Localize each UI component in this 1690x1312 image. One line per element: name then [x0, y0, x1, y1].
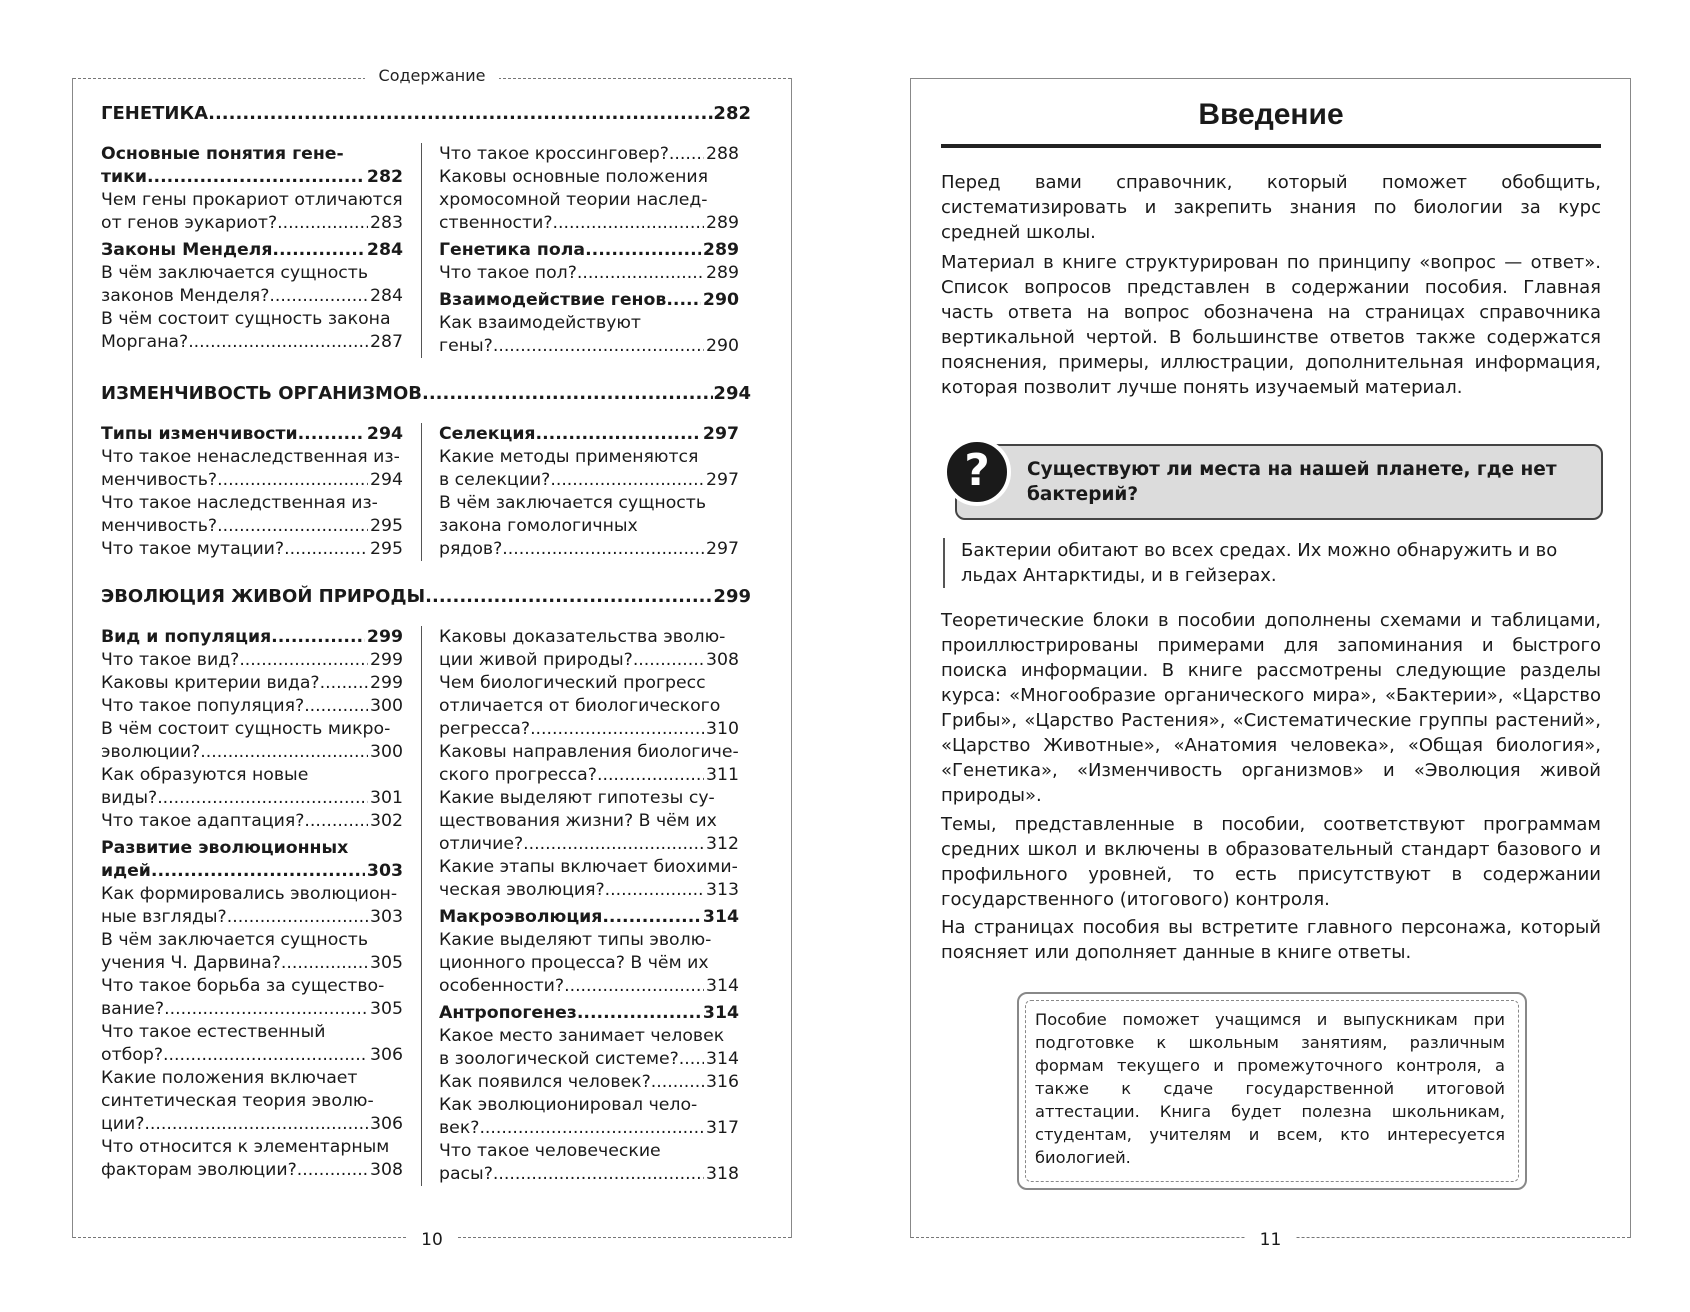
- toc-entry-row: [439, 764, 739, 787]
- toc-column-left: [101, 143, 417, 358]
- intro-paragraph-3: Теоретические блоки в пособии дополнены схемами и таблицами, проиллюстрированы примерами для запоминания и быстрого поиска информации. В книге рассмотрены следующие разделы курса: «Многообразие органического мира», «Бактерии», «Царство Грибы», «Царство Растения», «Систематические группы растений», «Царство Животные», «Анатомия человека», «Общая биология», «Генетика», «Изменчивость организмов» и «Эволюция живой природы».: [941, 610, 1601, 806]
- dot-leader: [666, 289, 701, 312]
- dot-leader: [284, 538, 368, 561]
- toc-entry-row: [101, 166, 403, 189]
- toc-page-number: 289: [706, 213, 739, 233]
- toc-entry-line: Что такое наследственная из-: [101, 493, 378, 513]
- toc-page-number: 283: [370, 213, 403, 233]
- toc-entry-line: Что такое естественный: [101, 1022, 326, 1042]
- toc-question[interactable]: [439, 1094, 739, 1140]
- dot-leader: [553, 212, 704, 235]
- page-number-left: 10: [73, 1230, 791, 1250]
- intro-paragraph-2: Материал в книге структурирован по принципу «вопрос — ответ». Список вопросов представлен в содержании пособия. Главная часть ответа на вопрос обозначена на страницах справочника вертикальной чертой. В большинстве ответов также содержатся пояснения, примеры, иллюстрации, дополнительная информация, которая позволит лучше понять изучаемый материал.: [941, 252, 1601, 398]
- toc-entry-line: Как образуются новые: [101, 765, 309, 785]
- toc-page-number: 289: [702, 240, 739, 260]
- toc-column-right: [421, 626, 739, 1186]
- toc-question[interactable]: [439, 672, 739, 741]
- toc-question[interactable]: [101, 764, 403, 810]
- dot-leader: [577, 262, 704, 285]
- toc-question[interactable]: [439, 741, 739, 787]
- toc-page-number: 284: [366, 240, 403, 260]
- dot-leader: [304, 810, 368, 833]
- toc-column-right: [421, 423, 739, 561]
- toc-question[interactable]: [101, 308, 403, 354]
- toc-entry-line: В чём заключается сущность: [101, 263, 369, 283]
- toc-entry-text: Вид и популяция: [101, 627, 272, 647]
- toc-columns: [101, 143, 751, 358]
- toc-question[interactable]: [101, 446, 403, 492]
- dot-leader: [151, 860, 365, 883]
- toc-question[interactable]: [101, 262, 403, 308]
- intro-page: [910, 78, 1631, 1250]
- dot-leader: [523, 833, 704, 856]
- dot-leader: [272, 239, 365, 262]
- dot-leader: [304, 695, 368, 718]
- toc-entry-text: Моргана?: [101, 332, 189, 352]
- toc-question[interactable]: [439, 262, 739, 285]
- dot-leader: [208, 102, 713, 125]
- toc-entry-row: [439, 212, 739, 235]
- intro-paragraph-4: Темы, представленные в пособии, соответствуют программам средних школ и включены в образовательный стандарт базового и профильного уровней, то есть присутствуют в содержании государственного (итогового) контроля.: [941, 814, 1601, 910]
- toc-entry-text: факторам эволюции?: [101, 1160, 297, 1180]
- toc-entry-row: [101, 952, 403, 975]
- toc-entry-text: ческая эволюция?: [439, 880, 605, 900]
- toc-entry-line: Как формировались эволюцион-: [101, 884, 398, 904]
- dot-leader: [269, 285, 368, 308]
- dot-leader: [227, 906, 368, 929]
- toc-question[interactable]: [101, 492, 403, 538]
- toc-entry-row: [101, 331, 403, 354]
- toc-entry-line: Каковы основные положения: [439, 167, 709, 187]
- toc-page-number: 313: [706, 880, 739, 900]
- toc-entry-row: [439, 239, 739, 262]
- toc-entry-line: Как взаимодействуют: [439, 313, 641, 333]
- toc-page-number: 312: [706, 834, 739, 854]
- toc-entry-text: Как появился человек?: [439, 1072, 651, 1092]
- question-mark-icon: ?: [943, 438, 1011, 506]
- toc-question[interactable]: [439, 856, 739, 902]
- toc-entry-row: [439, 1048, 739, 1071]
- toc-page-number: 317: [706, 1118, 739, 1138]
- toc-entry-row: [439, 143, 739, 166]
- toc-page-number: 314: [706, 1049, 739, 1069]
- toc-entry-row: [439, 906, 739, 929]
- dot-leader: [597, 764, 704, 787]
- toc-question[interactable]: [101, 1067, 403, 1136]
- toc-entry-text: Генетика пола: [439, 240, 586, 260]
- dot-leader: [422, 382, 713, 405]
- toc-entry-line: В чём состоит сущность закона: [101, 309, 391, 329]
- dot-leader: [147, 166, 365, 189]
- toc-page-number: 305: [370, 953, 403, 973]
- toc-entry-row: [439, 335, 739, 358]
- toc-entry-line: В чём заключается сущность: [439, 493, 707, 513]
- title-underline: [941, 144, 1601, 148]
- header-rule: [911, 78, 1630, 79]
- dot-leader: [144, 1113, 368, 1136]
- dot-leader: [157, 787, 368, 810]
- dot-leader: [669, 143, 704, 166]
- toc-subsection[interactable]: [101, 239, 403, 262]
- dot-leader: [530, 718, 704, 741]
- toc-subsection[interactable]: [439, 906, 739, 929]
- toc-entry-text: Что такое пол?: [439, 263, 577, 283]
- toc-page-number: 302: [370, 811, 403, 831]
- toc-entry-line: Каковы доказательства эволю-: [439, 627, 726, 647]
- toc-page-number: 299: [370, 673, 403, 693]
- toc-page-number: 300: [370, 742, 403, 762]
- toc-entry-row: [439, 289, 739, 312]
- toc-question[interactable]: [101, 883, 403, 929]
- toc-entry-text: особенности?: [439, 976, 565, 996]
- toc-question[interactable]: [439, 492, 739, 561]
- toc-entry-text: учения Ч. Дарвина?: [101, 953, 281, 973]
- toc-entry-text: рядов?: [439, 539, 503, 559]
- toc-section-title: [101, 382, 751, 405]
- toc-entry-line: Какие методы применяются: [439, 447, 699, 467]
- toc-entry-text: Что такое адаптация?: [101, 811, 305, 831]
- toc-entry-text: расы?: [439, 1164, 493, 1184]
- toc-page-number: 294: [366, 424, 403, 444]
- toc-page-number: 303: [366, 861, 403, 881]
- toc-subsection[interactable]: [101, 143, 403, 189]
- toc-page-number: 297: [706, 470, 739, 490]
- toc-page-number: 294: [370, 470, 403, 490]
- toc-entry-line: ционного процесса? В чём их: [439, 953, 709, 973]
- toc-subsection[interactable]: [101, 626, 403, 649]
- toc-entry-text: виды?: [101, 788, 158, 808]
- toc-entry-row: [439, 718, 739, 741]
- toc-entry-row: [101, 860, 403, 883]
- toc-page-number: 290: [702, 290, 739, 310]
- toc-entry-row: [439, 469, 739, 492]
- section-page-number: 299: [713, 586, 751, 607]
- question-text: Существуют ли места на нашей планете, где нет бактерий?: [1027, 459, 1557, 505]
- toc-page-number: 308: [370, 1160, 403, 1180]
- toc-entry-text: Типы изменчивости: [101, 424, 298, 444]
- toc-entry-line: Что такое борьба за существо-: [101, 976, 385, 996]
- dot-leader: [425, 585, 713, 608]
- toc-page-number: 306: [370, 1114, 403, 1134]
- dot-leader: [164, 998, 368, 1021]
- dot-leader: [493, 335, 704, 358]
- dot-leader: [297, 1159, 368, 1182]
- toc-entry-text: Что такое кроссинговер?: [439, 144, 669, 164]
- toc-entry-text: эволюции?: [101, 742, 201, 762]
- toc-entry-text: ции?: [101, 1114, 145, 1134]
- toc-entry-text: век?: [439, 1118, 480, 1138]
- toc-question[interactable]: [439, 1025, 739, 1071]
- toc-column-left: [101, 423, 417, 561]
- dot-leader: [605, 879, 704, 902]
- toc-question[interactable]: [101, 1021, 403, 1067]
- toc-question[interactable]: [439, 143, 739, 166]
- toc-entry-text: Что такое популяция?: [101, 696, 305, 716]
- toc-entry-text: в селекции?: [439, 470, 551, 490]
- page-title: Введение: [1198, 98, 1344, 131]
- toc-columns: [101, 626, 751, 1186]
- page-number-right: 11: [911, 1230, 1630, 1250]
- toc-entry-row: [101, 626, 403, 649]
- toc-question[interactable]: [439, 312, 739, 358]
- toc-entry-line: синтетическая теория эволю-: [101, 1091, 374, 1111]
- toc-subsection[interactable]: [439, 289, 739, 312]
- toc-entry-row: [101, 423, 403, 446]
- toc-question[interactable]: [439, 1071, 739, 1094]
- toc-entry-row: [439, 538, 739, 561]
- toc-entry-line: ществования жизни? В чём их: [439, 811, 717, 831]
- dot-leader: [271, 626, 365, 649]
- toc-entry-text: в зоологической системе?: [439, 1049, 679, 1069]
- dot-leader: [585, 239, 701, 262]
- toc-entry-row: [439, 649, 739, 672]
- toc-entry-text: Что такое вид?: [101, 650, 240, 670]
- dot-leader: [188, 331, 368, 354]
- toc-subsection[interactable]: [101, 837, 403, 883]
- toc-page: [72, 66, 792, 1250]
- toc-entry-row: [101, 1113, 403, 1136]
- toc-page-number: 310: [706, 719, 739, 739]
- toc-subsection[interactable]: [439, 423, 739, 446]
- toc-question[interactable]: [101, 718, 403, 764]
- toc-entry-row: [101, 672, 403, 695]
- dot-leader: [217, 469, 368, 492]
- toc-entry-line: Какие выделяют типы эволю-: [439, 930, 712, 950]
- toc-question[interactable]: [439, 787, 739, 856]
- toc-page-number: 288: [706, 144, 739, 164]
- toc-entry-row: [101, 212, 403, 235]
- toc-entry-line: Как эволюционировал чело-: [439, 1095, 698, 1115]
- toc-entry-line: В чём заключается сущность: [101, 930, 369, 950]
- toc-entry-text: тики: [101, 167, 147, 187]
- dot-leader: [651, 1071, 704, 1094]
- toc-entry-row: [101, 741, 403, 764]
- toc-entry-line: Какие этапы включает биохими-: [439, 857, 738, 877]
- toc-section-title: [101, 585, 751, 608]
- toc-entry-row: [101, 469, 403, 492]
- toc-question[interactable]: [439, 446, 739, 492]
- section-title-text: ИЗМЕНЧИВОСТЬ ОРГАНИЗМОВ: [101, 383, 422, 404]
- table-of-contents: [101, 100, 751, 1186]
- toc-entry-text: Селекция: [439, 424, 536, 444]
- note-text: Пособие поможет учащимся и выпускникам при подготовке к школьным занятиям, различным формам текущего и промежуточного контроля, а также к сдаче государственной итоговой аттестации. Книга будет полезна школьникам, студентам, учителям и всем, кто интересуется биологией.: [1035, 1010, 1505, 1167]
- toc-page-number: 297: [702, 424, 739, 444]
- toc-entry-text: Законы Менделя: [101, 240, 273, 260]
- toc-entry-text: Что такое мутации?: [101, 539, 285, 559]
- dot-leader: [239, 649, 368, 672]
- toc-page-number: 287: [370, 332, 403, 352]
- toc-subsection[interactable]: [101, 423, 403, 446]
- toc-page-number: 282: [366, 167, 403, 187]
- toc-entry-text: менчивость?: [101, 470, 218, 490]
- toc-page-number: 308: [706, 650, 739, 670]
- toc-page-number: 300: [370, 696, 403, 716]
- toc-question[interactable]: [439, 1140, 739, 1186]
- dot-leader: [679, 1048, 704, 1071]
- toc-question[interactable]: [101, 975, 403, 1021]
- dot-leader: [277, 212, 368, 235]
- toc-entry-line: В чём состоит сущность микро-: [101, 719, 391, 739]
- toc-question[interactable]: [101, 695, 403, 718]
- toc-entry-line: закона гомологичных: [439, 516, 638, 536]
- toc-question[interactable]: [101, 672, 403, 695]
- question-box: [955, 444, 1603, 520]
- toc-page-number: 306: [370, 1045, 403, 1065]
- toc-question[interactable]: [101, 649, 403, 672]
- toc-entry-row: [439, 1002, 739, 1025]
- toc-entry-line: отличается от биологического: [439, 696, 721, 716]
- dot-leader: [550, 469, 704, 492]
- intro-paragraph-1: Перед вами справочник, который поможет обобщить, систематизировать и закрепить знания по биологии за курс средней школы.: [941, 172, 1601, 243]
- toc-entry-row: [101, 515, 403, 538]
- toc-entry-row: [101, 695, 403, 718]
- toc-page-number: 290: [706, 336, 739, 356]
- toc-entry-row: [101, 906, 403, 929]
- toc-page-number: 301: [370, 788, 403, 808]
- dot-leader: [633, 649, 704, 672]
- toc-column-left: [101, 626, 417, 1186]
- toc-entry-row: [439, 975, 739, 998]
- toc-page-number: 311: [706, 765, 739, 785]
- toc-question[interactable]: [101, 929, 403, 975]
- toc-page-number: 314: [702, 1003, 739, 1023]
- section-page-number: 282: [713, 103, 751, 124]
- toc-entry-row: [439, 1163, 739, 1186]
- toc-entry-line: хромосомной теории наслед-: [439, 190, 708, 210]
- toc-entry-row: [439, 879, 739, 902]
- toc-columns: [101, 423, 751, 561]
- toc-entry-row: [101, 1044, 403, 1067]
- toc-entry-line: Каковы направления биологиче-: [439, 742, 739, 762]
- toc-page-number: 295: [370, 516, 403, 536]
- toc-page-number: 299: [370, 650, 403, 670]
- toc-page-number: 314: [706, 976, 739, 996]
- toc-entry-text: ции живой природы?: [439, 650, 633, 670]
- toc-entry-text: Антропогенез: [439, 1003, 577, 1023]
- toc-entry-text: отбор?: [101, 1045, 164, 1065]
- toc-entry-line: Чем гены прокариот отличаются: [101, 190, 403, 210]
- intro-paragraph-5: На страницах пособия вы встретите главного персонажа, который поясняет или дополняет данные в книге ответы.: [941, 917, 1601, 963]
- toc-entry-text: Каковы критерии вида?: [101, 673, 320, 693]
- toc-page-number: 305: [370, 999, 403, 1019]
- toc-question[interactable]: [101, 1136, 403, 1182]
- toc-question[interactable]: [439, 626, 739, 672]
- dot-leader: [298, 423, 365, 446]
- running-head: Содержание: [73, 66, 791, 85]
- toc-subsection[interactable]: [439, 1002, 739, 1025]
- section-page-number: 294: [713, 383, 751, 404]
- dot-leader: [163, 1044, 368, 1067]
- dot-leader: [200, 741, 368, 764]
- toc-entry-row: [439, 833, 739, 856]
- dot-leader: [217, 515, 368, 538]
- toc-entry-line: Что такое человеческие: [439, 1141, 661, 1161]
- toc-entry-row: [101, 538, 403, 561]
- toc-question[interactable]: [101, 810, 403, 833]
- toc-entry-line: Какое место занимает человек: [439, 1026, 725, 1046]
- dot-leader: [564, 975, 704, 998]
- toc-page-number: 316: [706, 1072, 739, 1092]
- toc-question[interactable]: [439, 929, 739, 998]
- toc-entry-text: ского прогресса?: [439, 765, 597, 785]
- toc-page-number: 303: [370, 907, 403, 927]
- toc-entry-row: [439, 1117, 739, 1140]
- toc-page-number: 289: [706, 263, 739, 283]
- toc-entry-line: Какие положения включает: [101, 1068, 358, 1088]
- dot-leader: [502, 538, 704, 561]
- section-title-text: ЭВОЛЮЦИЯ ЖИВОЙ ПРИРОДЫ: [101, 586, 426, 607]
- toc-entry-line: Развитие эволюционных: [101, 838, 349, 858]
- dot-leader: [281, 952, 368, 975]
- toc-entry-text: регресса?: [439, 719, 531, 739]
- toc-entry-text: законов Менделя?: [101, 286, 270, 306]
- note-box: [1017, 992, 1527, 1190]
- dot-leader: [493, 1163, 704, 1186]
- toc-section-title: [101, 102, 751, 125]
- toc-question[interactable]: [439, 166, 739, 235]
- toc-entry-row: [439, 262, 739, 285]
- toc-entry-text: ственности?: [439, 213, 553, 233]
- toc-entry-text: отличие?: [439, 834, 524, 854]
- toc-entry-row: [101, 810, 403, 833]
- toc-entry-line: Что такое ненаследственная из-: [101, 447, 400, 467]
- toc-entry-line: Что относится к элементарным: [101, 1137, 390, 1157]
- toc-entry-row: [101, 1159, 403, 1182]
- toc-entry-text: менчивость?: [101, 516, 218, 536]
- section-title-text: ГЕНЕТИКА: [101, 103, 209, 124]
- toc-entry-text: ные взгляды?: [101, 907, 227, 927]
- toc-entry-text: вание?: [101, 999, 165, 1019]
- toc-entry-text: идей: [101, 861, 151, 881]
- toc-entry-line: Основные понятия гене-: [101, 144, 344, 164]
- toc-entry-row: [101, 285, 403, 308]
- toc-page-number: 297: [706, 539, 739, 559]
- toc-entry-line: Какие выделяют гипотезы су-: [439, 788, 715, 808]
- toc-page-number: 314: [702, 907, 739, 927]
- toc-entry-row: [439, 1071, 739, 1094]
- toc-subsection[interactable]: [439, 239, 739, 262]
- toc-entry-text: гены?: [439, 336, 493, 356]
- toc-column-right: [421, 143, 739, 358]
- toc-entry-row: [101, 787, 403, 810]
- toc-page-number: 295: [370, 539, 403, 559]
- toc-entry-row: [439, 423, 739, 446]
- dot-leader: [577, 1002, 701, 1025]
- answer-text: Бактерии обитают во всех средах. Их можно обнаружить и во льдах Антарктиды, и в гейзерах.: [943, 538, 1601, 588]
- toc-page-number: 284: [370, 286, 403, 306]
- toc-entry-row: [101, 649, 403, 672]
- toc-entry-text: от генов эукариот?: [101, 213, 278, 233]
- toc-entry-row: [101, 998, 403, 1021]
- toc-page-number: 299: [366, 627, 403, 647]
- toc-entry-text: Макроэволюция: [439, 907, 603, 927]
- toc-question[interactable]: [101, 538, 403, 561]
- dot-leader: [320, 672, 368, 695]
- dot-leader: [602, 906, 701, 929]
- toc-page-number: 318: [706, 1164, 739, 1184]
- toc-entry-text: Взаимодействие генов: [439, 290, 667, 310]
- toc-entry-row: [101, 239, 403, 262]
- dot-leader: [536, 423, 701, 446]
- toc-question[interactable]: [101, 189, 403, 235]
- dot-leader: [479, 1117, 704, 1140]
- toc-entry-line: Чем биологический прогресс: [439, 673, 706, 693]
